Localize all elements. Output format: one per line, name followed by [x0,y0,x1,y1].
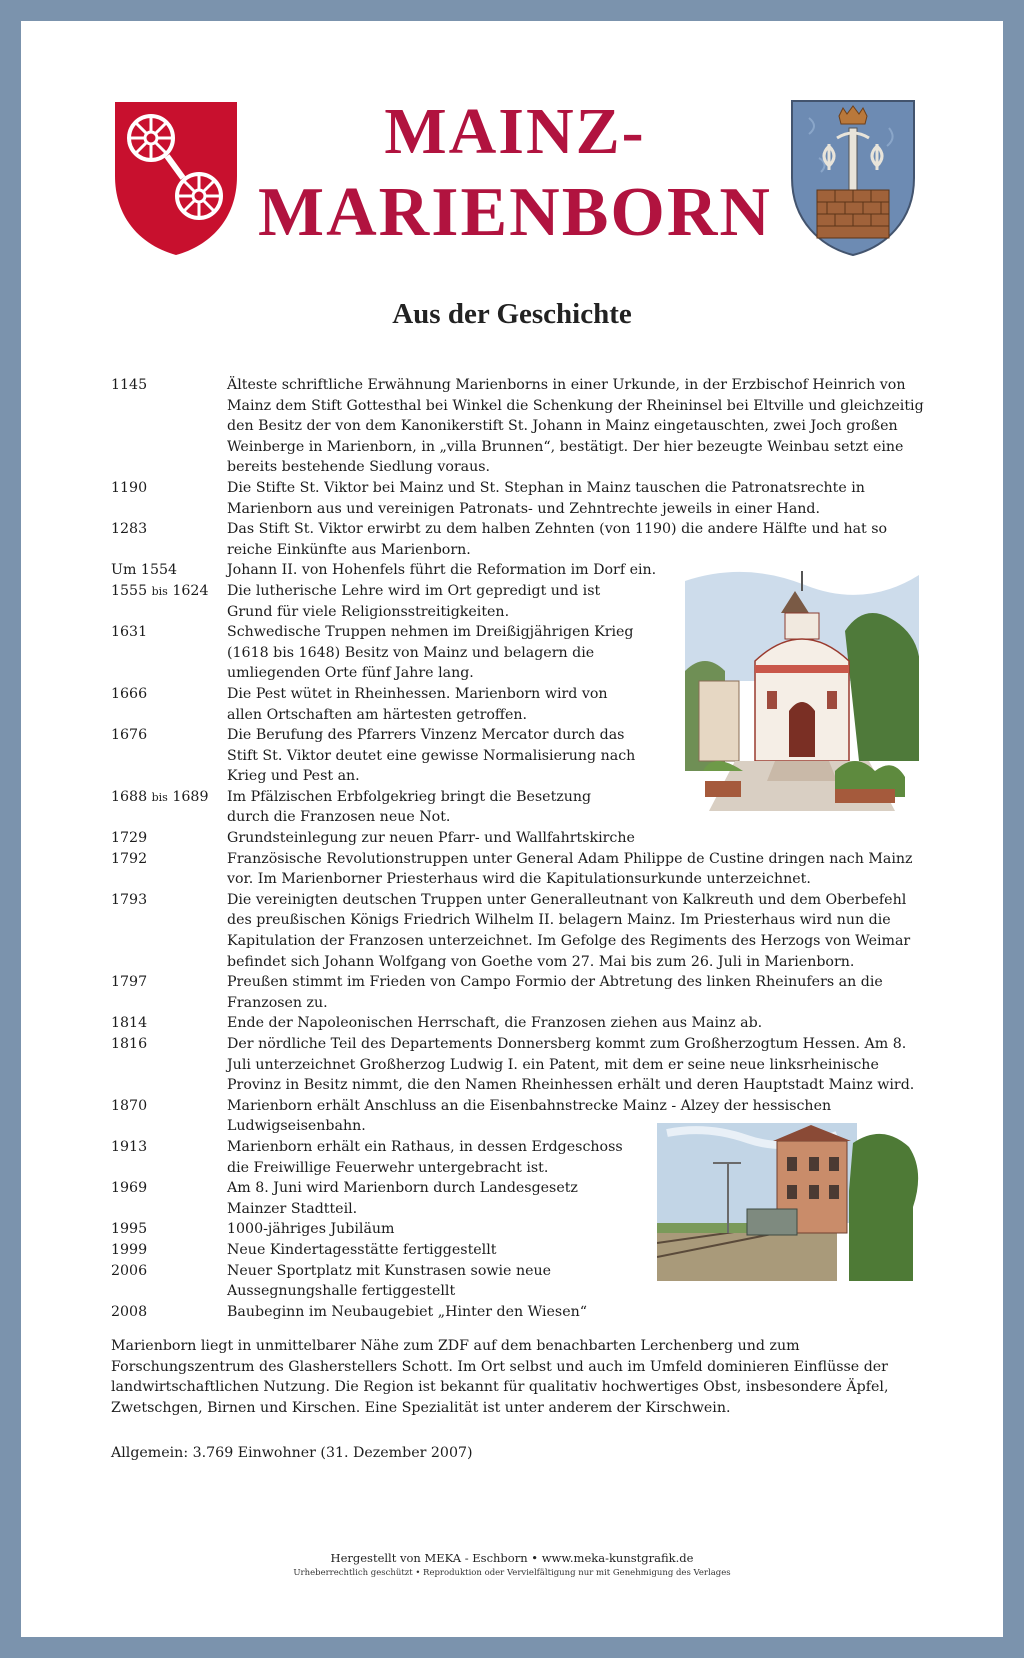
church-illustration-image [685,561,919,833]
timeline-text: Die Stifte St. Viktor bei Mainz und St. Stephan in Mainz tauschen die Patronatsrechte in Marienborn aus und vereinigen Patronats- und Zehntrechte jeweils in einer Hand. [227,479,865,517]
marienborn-coat-of-arms-icon [789,98,917,258]
timeline-text: Die Berufung des Pfarrers Vinzenz Mercator durch das Stift St. Viktor deutet eine gewisse Normalisierung nach Krieg und Pest an. [227,727,636,785]
timeline-text: Im Pfälzischen Erbfolgekrieg bringt die Besetzung durch die Franzosen neue Not. [227,788,592,826]
timeline-year: 1816 [111,1036,148,1052]
timeline-year: 1995 [111,1221,148,1238]
timeline-row [111,1013,931,1034]
timeline-text: Der nördliche Teil des Departements Donnersberg kommt zum Großherzogtum Hessen. Am 8. Juli unterzeichnet Großherzog Ludwig I. ein Patent, mit dem er seine neue linksrheinische Provinz in Besitz nimmt, die den Namen Rheinhessen erhält und deren Hauptstadt Mainz wird. [227,1036,915,1094]
timeline-text: Die Pest wütet in Rheinhessen. Marienborn wird von allen Ortschaften am härtesten getroffen. [227,685,608,723]
timeline-text: 1000-jähriges Jubiläum [227,1221,395,1238]
timeline-text: Die lutherische Lehre wird im Ort gepredigt und ist Grund für viele Religionsstreitigkeiten. [227,582,601,620]
timeline-year [111,787,227,828]
footer-publisher: Hergestellt von MEKA - Eschborn • www.meka-kunstgrafik.de [330,1551,694,1565]
timeline-text: Am 8. Juni wird Marienborn durch Landesgesetz Mainzer Stadtteil. [227,1180,578,1217]
timeline-year: 1631 [111,624,148,641]
timeline-row [111,1302,931,1323]
timeline-row [111,519,931,560]
population-text: Allgemein: 3.769 Einwohner (31. Dezember 2007) [111,1445,473,1461]
timeline-text: Johann II. von Hohenfels führt die Reformation im Dorf ein. [227,562,657,579]
timeline-year: 1283 [111,521,148,538]
timeline-year: 1793 [111,891,148,908]
timeline-text: Die vereinigten deutschen Truppen unter Generalleutnant von Kalkreuth und dem Oberbefehl des preußischen Königs Friedrich Wilhelm II. belagern Mainz. Im Priesterhaus wird nun die Kapitulation der Franzosen unterzeichnet. Im Gefolge des Regiments des Herzogs von Weimar befindet sich Johann Wolfgang von Goethe vom 27. Mai bis zum 26. Juli in Marienborn. [227,891,911,970]
timeline-year: 1190 [111,479,148,496]
year-start: 1688 [111,788,148,805]
footer-copyright: Urheberrechtlich geschützt • Reproduktion oder Vervielfältigung nur mit Genehmigung des Verlages [293,1568,731,1578]
timeline-row [111,849,931,890]
year-separator: bis [151,790,168,804]
timeline-year: 1145 [111,377,148,393]
station-illustration-image [657,1123,921,1281]
timeline-text: Neue Kindertagesstätte fertiggestellt [227,1241,497,1258]
title-line-2: MARIENBORN [258,174,772,251]
timeline-year: 2008 [111,1303,148,1320]
year-separator: bis [151,584,168,598]
timeline-text: Älteste schriftliche Erwähnung Marienborns in einer Urkunde, in der Erzbischof Heinrich von Mainz dem Stift Gottesthal bei Winkel die Schenkung der Rheininsel bei Eltville und gleichzeitig den Besitz der von dem Kanonikerstift St. Johann in Mainz eingetauschten, zwei Joch großen Weinberge in Marienborn, in „villa Brunnen“, bestätigt. Der hier bezeugte Weinbau setzt eine bereits bestehende Siedlung voraus. [227,377,924,476]
poster [21,21,1003,1637]
year-end: 1624 [172,582,209,599]
timeline-year [111,581,227,622]
timeline-year: 1969 [111,1180,148,1197]
year-end: 1689 [172,788,209,805]
timeline-text: Neuer Sportplatz mit Kunstrasen sowie neue Aussegnungshalle fertiggestellt [227,1262,552,1300]
timeline-row [111,478,931,519]
timeline-year: Um 1554 [111,562,178,579]
timeline-year: 2006 [111,1262,148,1279]
timeline-year: 1870 [111,1097,148,1114]
timeline-year: 1913 [111,1138,148,1155]
closing-paragraph: Marienborn liegt in unmittelbarer Nähe zum ZDF auf dem benachbarten Lerchenberg und zum Forschungszentrum des Glasherstellers Schott. Im Ort selbst und auch im Umfeld dominieren Einflüsse der landwirtschaftlichen Nutzung. Die Region ist bekannt für qualitativ hochwertiges Obst, insbesondere Äpfel, Zwetschgen, Birnen und Kirschen. Eine Spezialität ist unter anderem der Kirschwein. [111,1338,889,1416]
timeline-row [111,890,931,972]
timeline-year: 1814 [111,1015,148,1032]
timeline-row [111,1034,931,1096]
timeline-year: 1797 [111,974,148,991]
timeline-year: 1676 [111,727,148,744]
timeline-row [111,972,931,1013]
timeline-text: Marienborn erhält Anschluss an die Eisenbahnstrecke Mainz - Alzey der hessischen Ludwigseisenbahn. [227,1097,832,1135]
timeline-year: 1666 [111,685,148,702]
timeline-text: Das Stift St. Viktor erwirbt zu dem halben Zehnten (von 1190) die andere Hälfte und hat so reiche Einkünfte aus Marienborn. [227,521,888,558]
timeline-text: Ende der Napoleonischen Herrschaft, die Franzosen ziehen aus Mainz ab. [227,1015,763,1032]
timeline-year: 1729 [111,830,148,847]
timeline-text: Preußen stimmt im Frieden von Campo Formio der Abtretung des linken Rheinufers an die Franzosen zu. [227,974,883,1011]
year-start: 1555 [111,582,148,599]
timeline-year: 1792 [111,850,148,867]
timeline-text: Baubeginn im Neubaugebiet „Hinter den Wiesen“ [227,1303,587,1320]
timeline-year: 1999 [111,1241,148,1258]
mainz-coat-of-arms-icon [111,98,241,258]
timeline-text: Marienborn erhält ein Rathaus, in dessen Erdgeschoss die Freiwillige Feuerwehr untergebracht ist. [227,1138,623,1176]
timeline-text: Grundsteinlegung zur neuen Pfarr- und Wallfahrtskirche [227,830,635,847]
timeline-text: Französische Revolutionstruppen unter General Adam Philippe de Custine dringen nach Mainz vor. Im Marienborner Priesterhaus wird die Kapitulationsurkunde unterzeichnet. [227,850,913,888]
title-line-1: MAINZ- [384,95,646,168]
page-subtitle: Aus der Geschichte [392,298,632,330]
timeline-row [111,375,931,478]
timeline-text: Schwedische Truppen nehmen im Dreißigjährigen Krieg (1618 bis 1648) Besitz von Mainz und belagern die umliegenden Orte fünf Jahre lang. [227,624,634,682]
